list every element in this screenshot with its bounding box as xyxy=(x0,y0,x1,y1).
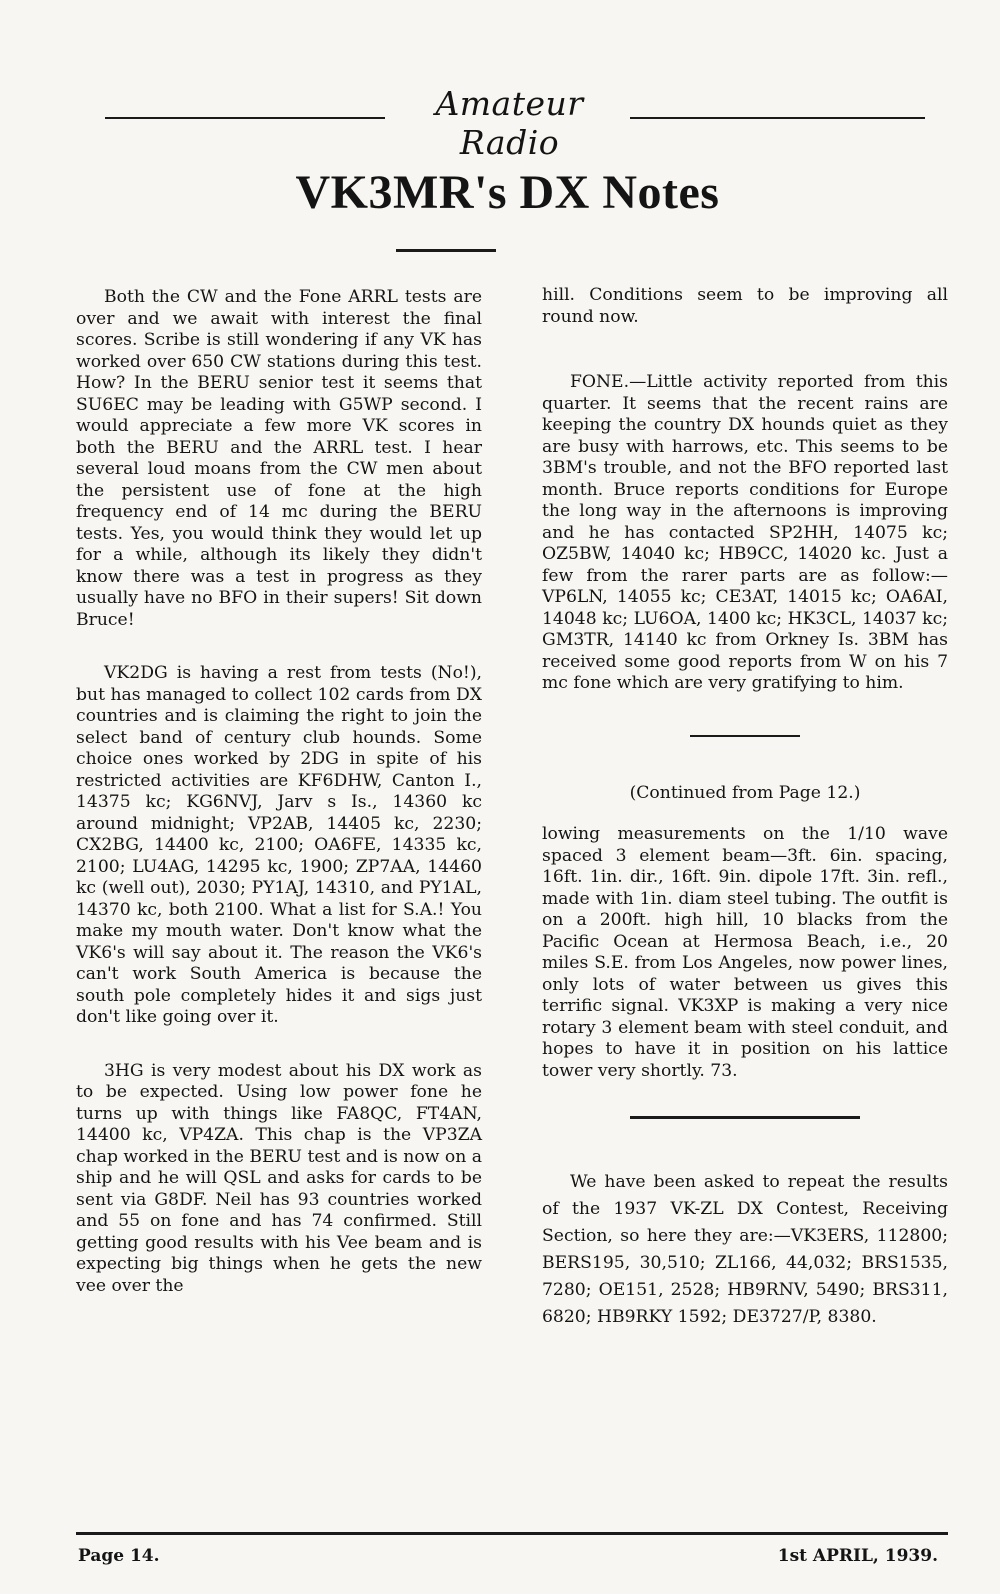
title-divider xyxy=(396,249,496,252)
article-title: VK3MR's DX Notes xyxy=(295,166,720,219)
paragraph-3hg: 3HG is very modest about his DX work as to be expected. Using low power fone he turns up with things like FA8QC, FT4AN, 14400 kc, VP4ZA. This chap is the VP3ZA chap worked in the BERU test and is now on a ship and he will QSL and asks for cards to be sent via G8DF. Neil has 93 countries worked and 55 on fone and has 74 confirmed. Still getting good results with his Vee beam and is expecting big things when he gets the new vee over the xyxy=(76,1060,482,1296)
issue-date: 1st APRIL, 1939. xyxy=(777,1546,938,1566)
masthead-logo: Amateur Radio xyxy=(435,84,584,162)
paragraph-continued-text: lowing measurements on the 1/10 wave spaced 3 element beam—3ft. 6in. spacing, 16ft. 1in. dir., 16ft. 9in. dipole 17ft. 3in. refl., made with 1in. diam steel tubing. The outfit is on a 200ft. high hill, 10 blacks from the Pacific Ocean at Hermosa Beach, i.e., 20 miles S.E. from Los Angeles, now power lines, only lots of water between us gives this terrific signal. VK3XP is making a very nice rotary 3 element beam with steel conduit, and hopes to have it in position on his lattice tower very shortly. 73. xyxy=(542,824,948,1081)
paragraph-continuation: hill. Conditions seem to be improving all round now. xyxy=(542,285,948,327)
masthead xyxy=(105,82,925,162)
paragraph-fone: FONE.—Little activity reported from this quarter. It seems that the recent rains are keeping the country DX hounds quiet as they are busy with harrows, etc. This seems to be 3BM's trouble, and not the BFO reported last month. Bruce reports conditions for Europe the long way in the afternoons is improving and he has contacted SP2HH, 14075 kc; OZ5BW, 14040 kc; HB9CC, 14020 kc. Just a few from the rarer parts are as follow:—VP6LN, 14055 kc; CE3AT, 14015 kc; OA6AI, 14048 kc; LU6OA, 1400 kc; HK3CL, 14037 kc; GM3TR, 14140 kc from Orkney Is. 3BM has received some good reports from W on his 7 mc fone which are very gratifying to him. xyxy=(542,372,948,693)
paragraph-arrl-tests: Both the CW and the Fone ARRL tests are over and we await with interest the final scores. Scribe is still wondering if any VK has worked over 650 CW stations during this test. How? In the BERU senior test it seems that SU6EC may be leading with G5WP second. I would appreciate a few more VK scores in both the BERU and the ARRL test. I hear several loud moans from the CW men about the persistent use of fone at the high frequency end of 14 mc during the BERU tests. Yes, you would think they would let up for a while, although its likely they didn't know there was a test in progress as they usually have no BFO in their supers! Sit down Bruce! xyxy=(76,287,482,630)
masthead-rule-right xyxy=(630,117,925,119)
paragraph-results: We have been asked to repeat the results of the 1937 VK-ZL DX Contest, Receiving Section, so here they are:—VK3ERS, 112800; BERS195, 30,510; ZL166, 44,032; BRS1535, 7280; OE151, 2528; HB9RNV, 5490; BRS311, 6820; HB9RKY 1592; DE3727/P, 8380. xyxy=(542,1172,948,1327)
masthead-rule-left xyxy=(105,117,385,119)
continued-note: (Continued from Page 12.) xyxy=(629,782,861,803)
page-number: Page 14. xyxy=(78,1546,160,1566)
paragraph-vk2dg: VK2DG is having a rest from tests (No!), but has managed to collect 102 cards from DX countries and is claiming the right to join the select band of century club hounds. Some choice ones worked by 2DG in spite of his restricted activities are KF6DHW, Canton I., 14375 kc; KG6NVJ, Jarv s Is., 14360 kc around midnight; VP2AB, 14405 kc, 2230; CX2BG, 14400 kc, 2100; OA6FE, 14335 kc, 2100; LU4AG, 14295 kc, 1900; ZP7AA, 14460 kc (well out), 2030; PY1AJ, 14310, and PY1AL, 14370 kc, both 2100. What a list for S.A.! You make my mouth water. Don't know what the VK6's will say about it. The reason the VK6's can't work South America is because the south pole completely hides it and sigs just don't like going over it. xyxy=(76,663,482,1027)
footer-rule xyxy=(76,1532,948,1535)
left-column xyxy=(76,287,482,1297)
right-column xyxy=(542,285,948,1331)
